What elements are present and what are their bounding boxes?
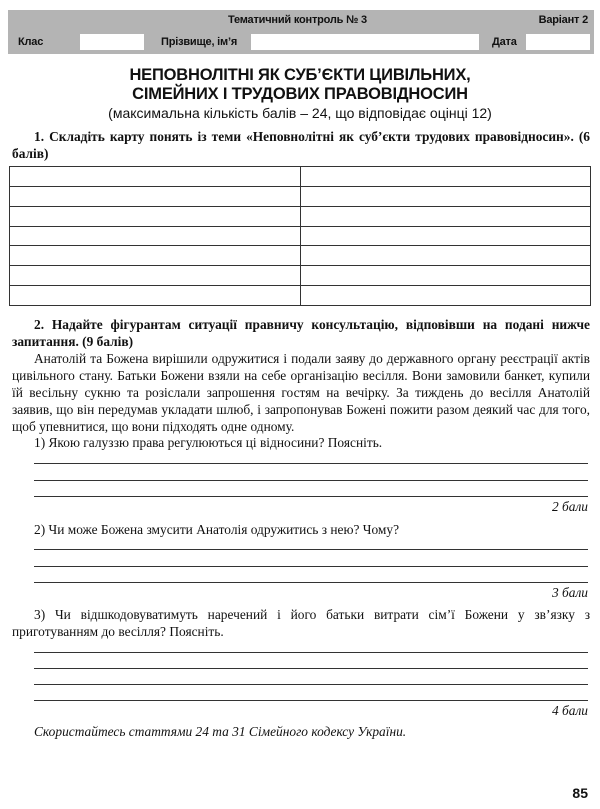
question-1-points: 2 бали [551,499,588,514]
table-cell[interactable] [300,286,591,306]
question-3: 3) Чи відшкодовуватимуть наречений і його батьки витрати сім’ї Божени у зв’язку з приготуванням до весілля? Поясніть. [12,607,590,639]
page-title-line-2: СІМЕЙНИХ І ТРУДОВИХ ПРАВОВІДНОСИН [132,85,468,103]
answer-line[interactable] [34,700,588,701]
table-cell[interactable] [300,226,591,246]
table-row [10,246,591,266]
task-2-scenario: Анатолій та Божена вирішили одружитися і подали заяву до державного органу реєстрації актів цивільного стану. Батьки Божени взяли на себе організацію весілля. Вони замовили банкет, купили їй весільну сукню та розіслали запрошення гостям на вечірку. За тиждень до весілля Анатолій заявив, що він передумав укладати шлюб, і запропонував Божені пожити разом деякий час для того, щоб упевнитися, що вони підходять одне одному. [12,351,590,434]
date-field[interactable] [526,34,590,50]
table-row [10,167,591,187]
hint-text: Скористайтесь статтями 24 та 31 Сімейного кодексу України. [34,724,407,739]
answer-line[interactable] [34,463,588,464]
table-cell[interactable] [300,266,591,286]
question-3-points: 4 бали [551,703,588,718]
concept-map-table [9,166,591,306]
table-cell[interactable] [10,286,301,306]
table-row [10,186,591,206]
table-row [10,286,591,306]
table-cell[interactable] [300,167,591,187]
answer-line[interactable] [34,480,588,481]
question-2-points: 3 бали [551,585,588,600]
table-cell[interactable] [300,246,591,266]
test-title: Тематичний контроль № 3 [228,14,367,26]
question-1: 1) Якою галуззю права регулюються ці відносини? Поясніть. [34,435,383,450]
answer-line[interactable] [34,684,588,685]
answer-line[interactable] [34,652,588,653]
table-row [10,206,591,226]
page-subtitle: (максимальна кількість балів – 24, що відповідає оцінці 12) [108,105,492,121]
table-cell[interactable] [10,266,301,286]
table-cell[interactable] [300,186,591,206]
class-field[interactable] [80,34,144,50]
table-row [10,266,591,286]
answer-line[interactable] [34,496,588,497]
date-label: Дата [492,36,517,48]
class-label: Клас [18,36,44,48]
table-cell[interactable] [10,246,301,266]
table-cell[interactable] [10,206,301,226]
table-cell[interactable] [10,226,301,246]
answer-line[interactable] [34,668,588,669]
answer-line[interactable] [34,582,588,583]
table-row [10,226,591,246]
page-title-line-1: НЕПОВНОЛІТНІ ЯК СУБ’ЄКТИ ЦИВІЛЬНИХ, [129,66,471,84]
page-number: 85 [572,785,588,801]
task-1-text: 1. Складіть карту понять із теми «Неповнолітні як суб’єкти трудових правовідносин». (6 балів) [12,129,590,161]
header-bar [8,10,594,54]
table-cell[interactable] [10,186,301,206]
name-label: Прізвище, ім’я [161,36,238,48]
answer-line[interactable] [34,566,588,567]
task-2-heading: 2. Надайте фігурантам ситуації правничу консультацію, відповівши на подані нижче запитання. (9 балів) [12,317,590,349]
variant-label: Варіант 2 [538,14,588,26]
table-cell[interactable] [300,206,591,226]
answer-line[interactable] [34,549,588,550]
page-title [0,66,600,122]
table-cell[interactable] [10,167,301,187]
name-field[interactable] [251,34,479,50]
question-2: 2) Чи може Божена змусити Анатолія одружитись з нею? Чому? [34,522,400,537]
